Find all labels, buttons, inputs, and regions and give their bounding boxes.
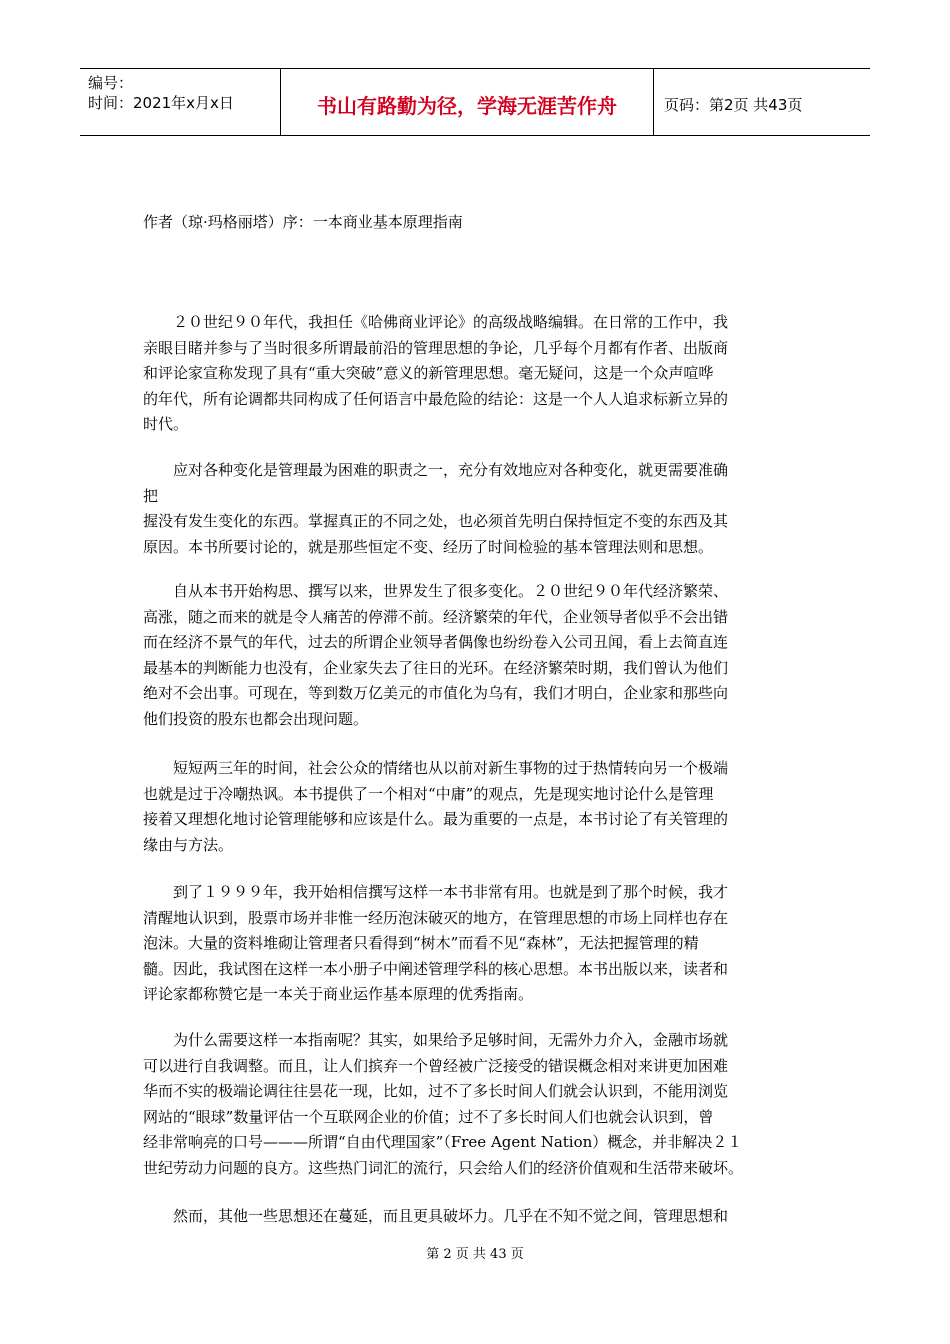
text-line: 为什么需要这样一本指南呢？其实，如果给予足够时间，无需外力介入，金融市场就 xyxy=(143,1031,729,1049)
paragraph-3 xyxy=(143,579,808,733)
document-title: 作者（琼·玛格丽塔）序：一本商业基本原理指南 xyxy=(143,213,463,231)
paragraph-5 xyxy=(143,880,808,1008)
paragraph-7 xyxy=(143,1204,808,1230)
text-line: 泡沫。大量的资料堆砌让管理者只看得到“树木”而看不见“森林”，无法把握管理的精 xyxy=(143,934,699,953)
page-label: 页码：第2页 共43页 xyxy=(664,95,803,114)
paragraph-2 xyxy=(143,458,808,560)
text-line: 华而不实的极端论调往往昙花一现，比如，过不了多长时间人们就会认识到，不能用浏览 xyxy=(143,1082,729,1101)
time-label: 时间：2021年x月x日 xyxy=(88,94,234,112)
text-line: 而在经济不景气的年代，过去的所谓企业领导者偶像也纷纷卷入公司丑闻，看上去简直连 xyxy=(143,633,729,652)
text-line: 高涨，随之而来的就是令人痛苦的停滞不前。经济繁荣的年代，企业领导者似乎不会出错 xyxy=(143,607,729,626)
text-line: 应对各种变化是管理最为困难的职责之一，充分有效地应对各种变化，就更需要准确 xyxy=(143,461,729,479)
text-line: 他们投资的股东也都会出现问题。 xyxy=(143,709,369,728)
text-line: 最基本的判断能力也没有，企业家失去了往日的光环。在经济繁荣时期，我们曾认为他们 xyxy=(143,658,729,677)
paragraph-6 xyxy=(143,1028,808,1182)
page-header xyxy=(80,68,870,136)
text-line: 评论家都称赞它是一本关于商业运作基本原理的优秀指南。 xyxy=(143,985,534,1004)
text-line: 也就是过于冷嘲热讽。本书提供了一个相对“中庸”的观点，先是现实地讨论什么是管理 xyxy=(143,784,714,803)
paragraph-4 xyxy=(143,756,808,858)
text-line: 缘由与方法。 xyxy=(143,835,234,854)
text-line: 世纪劳动力问题的良方。这些热门词汇的流行，只会给人们的经济价值观和生活带来破坏。 xyxy=(143,1158,744,1177)
text-line: 原因。本书所要讨论的，就是那些恒定不变、经历了时间检验的基本管理法则和思想。 xyxy=(143,537,714,556)
text-line: 自从本书开始构思、撰写以来，世界发生了很多变化。２０世纪９０年代经济繁荣、 xyxy=(143,582,729,600)
motto-text: 书山有路勤为径，学海无涯苦作舟 xyxy=(317,93,617,118)
paragraph-1 xyxy=(143,310,808,438)
text-line: 的年代，所有论调都共同构成了任何语言中最危险的结论：这是一个人人追求标新立异的 xyxy=(143,389,729,408)
header-info-cell xyxy=(80,69,281,135)
text-line: 亲眼目睹并参与了当时很多所谓最前沿的管理思想的争论，几乎每个月都有作者、出版商 xyxy=(143,338,729,357)
text-line: 网站的“眼球”数量评估一个互联网企业的价值；过不了多长时间人们也就会认识到，曾 xyxy=(143,1107,714,1126)
text-line: 接着又理想化地讨论管理能够和应该是什么。最为重要的一点是，本书讨论了有关管理的 xyxy=(143,810,729,829)
text-line: ２０世纪９０年代，我担任《哈佛商业评论》的高级战略编辑。在日常的工作中，我 xyxy=(143,313,729,331)
text-line: 到了１９９９年，我开始相信撰写这样一本书非常有用。也就是到了那个时候，我才 xyxy=(143,883,729,901)
text-line: 清醒地认识到，股票市场并非惟一经历泡沫破灭的地方，在管理思想的市场上同样也存在 xyxy=(143,908,729,927)
text-line: 和评论家宣称发现了具有“重大突破”意义的新管理思想。毫无疑问，这是一个众声喧哗 xyxy=(143,364,714,383)
motto-cell xyxy=(281,69,654,135)
text-line: 绝对不会出事。可现在，等到数万亿美元的市值化为乌有，我们才明白，企业家和那些向 xyxy=(143,684,729,703)
text-line: 短短两三年的时间，社会公众的情绪也从以前对新生事物的过于热情转向另一个极端 xyxy=(143,759,729,777)
text-line: 握没有发生变化的东西。掌握真正的不同之处，也必须首先明白保持恒定不变的东西及其 xyxy=(143,512,729,531)
text-line: 然而，其他一些思想还在蔓延，而且更具破坏力。几乎在不知不觉之间，管理思想和 xyxy=(143,1207,729,1225)
text-line: 把 xyxy=(143,486,159,505)
text-line: 时代。 xyxy=(143,415,189,434)
text-line: 可以进行自我调整。而且，让人们摈弃一个曾经被广泛接受的错误概念相对来讲更加困难 xyxy=(143,1056,729,1075)
page-footer: 第 2 页 共 43 页 xyxy=(426,1247,524,1262)
text-line: 经非常响亮的口号———所谓“自由代理国家”（Free Agent Nation）概念，并非解决２１ xyxy=(143,1133,743,1152)
page-number-cell xyxy=(654,69,870,135)
text-line: 髓。因此，我试图在这样一本小册子中阐述管理学科的核心思想。本书出版以来，读者和 xyxy=(143,959,729,978)
code-label: 编号： xyxy=(88,74,134,92)
